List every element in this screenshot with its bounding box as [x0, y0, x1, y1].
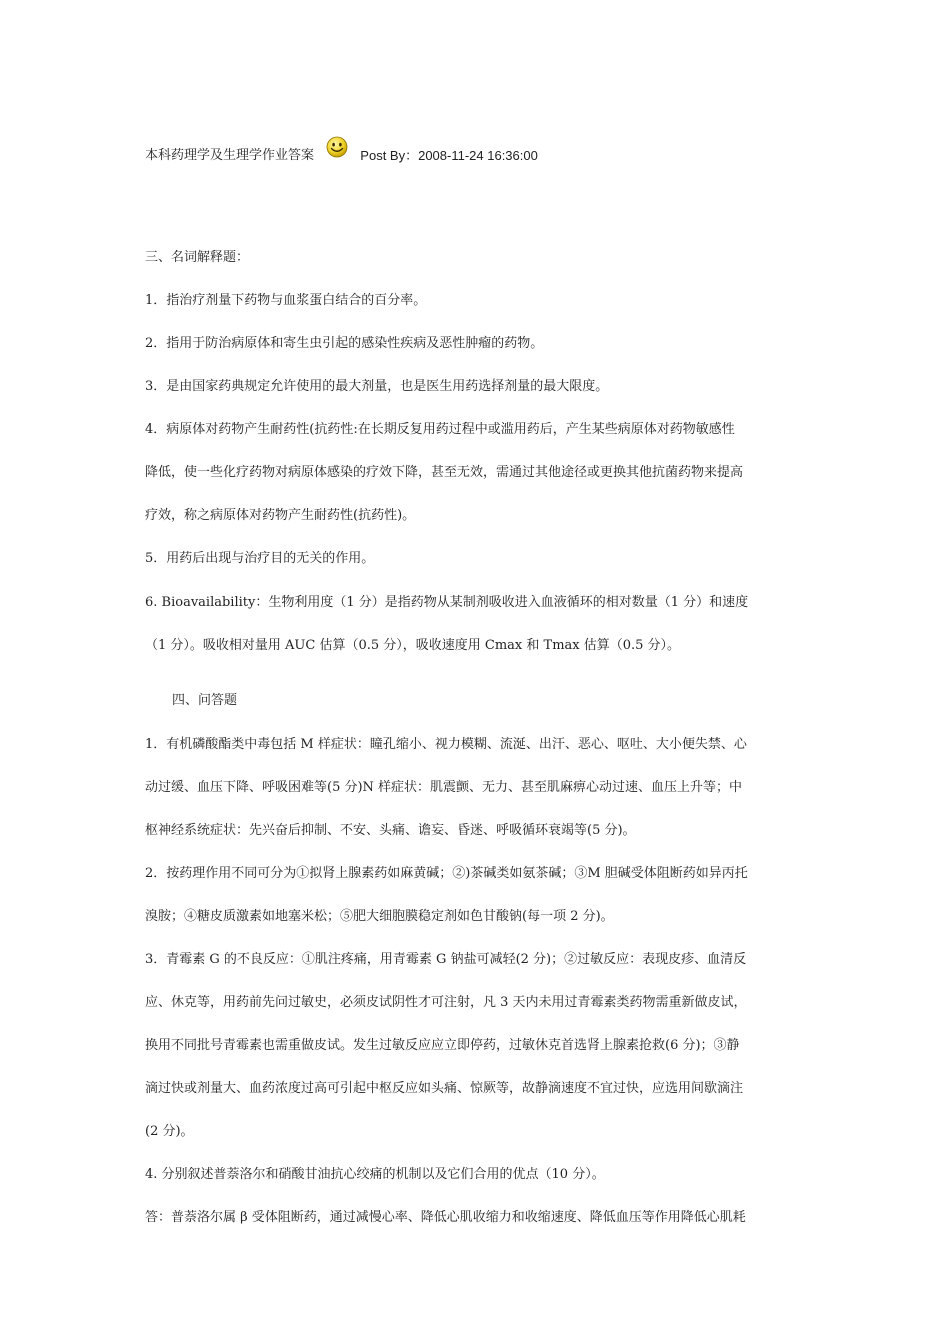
paragraph-line: 2．指用于防治病原体和寄生虫引起的感染性疾病及恶性肿瘤的药物。 — [145, 336, 544, 351]
section-heading: 三、名词解释题： — [145, 250, 250, 265]
post-title: 本科药理学及生理学作业答案 — [145, 148, 315, 163]
paragraph-line: （1 分）。吸收相对量用 AUC 估算（0.5 分），吸收速度用 Cmax 和 Tmax 估算（0.5 分）。 — [145, 638, 681, 653]
paragraph-line: 答：普萘洛尔属 β 受体阻断药，通过减慢心率、降低心肌收缩力和收缩速度、降低血压等作用降低心肌耗 — [145, 1210, 746, 1225]
section-heading: 四、问答题 — [172, 693, 238, 708]
paragraph-line: 3．青霉素 G 的不良反应：①肌注疼痛，用青霉素 G 钠盐可减轻(2 分)；②过敏反应：表现皮疹、血清反 — [145, 952, 747, 967]
paragraph-line: 枢神经系统症状：先兴奋后抑制、不安、头痛、谵妄、昏迷、呼吸循环衰竭等(5 分)。 — [145, 823, 636, 838]
paragraph-line: 降低，使一些化疗药物对病原体感染的疗效下降，甚至无效，需通过其他途径或更换其他抗菌药物来提高 — [145, 465, 744, 480]
post-header — [145, 145, 825, 167]
post-date: Post By：2008-11-24 16:36:00 — [360, 148, 538, 163]
paragraph-line: 疗效，称之病原体对药物产生耐药性(抗药性)。 — [145, 508, 416, 523]
paragraph-line: 滴过快或剂量大、血药浓度过高可引起中枢反应如头痛、惊厥等，故静滴速度不宜过快，应选用间歇滴注 — [145, 1081, 744, 1096]
paragraph-line: 4．病原体对药物产生耐药性(抗药性:在长期反复用药过程中或滥用药后，产生某些病原体对药物敏感性 — [145, 422, 735, 437]
paragraph-line: 6. Bioavailability：生物利用度（1 分）是指药物从某制剂吸收进入血液循环的相对数量（1 分）和速度 — [145, 595, 749, 610]
paragraph-line: 换用不同批号青霉素也需重做皮试。发生过敏反应应立即停药，过敏休克首选肾上腺素抢救(6 分)；③静 — [145, 1038, 740, 1053]
paragraph-line: 1．有机磷酸酯类中毒包括 M 样症状：瞳孔缩小、视力模糊、流涎、出汗、恶心、呕吐、大小便失禁、心 — [145, 737, 747, 752]
paragraph-line: 1．指治疗剂量下药物与血浆蛋白结合的百分率。 — [145, 293, 427, 308]
paragraph-line: 5．用药后出现与治疗目的无关的作用。 — [145, 551, 375, 566]
paragraph-line: 应、休克等，用药前先问过敏史，必须皮试阴性才可注射，凡 3 天内未用过青霉素类药物需重新做皮试， — [145, 995, 747, 1010]
smiley-face-icon — [326, 136, 348, 158]
paragraph-line: 3．是由国家药典规定允许使用的最大剂量，也是医生用药选择剂量的最大限度。 — [145, 379, 609, 394]
smiley-face-icon-graphic — [326, 136, 348, 158]
paragraph-line: 4. 分别叙述普萘洛尔和硝酸甘油抗心绞痛的机制以及它们合用的优点（10 分）。 — [145, 1167, 605, 1182]
paragraph-line: 溴胺；④糖皮质激素如地塞米松；⑤肥大细胞膜稳定剂如色甘酸钠(每一项 2 分)。 — [145, 909, 614, 924]
paragraph-line: (2 分)。 — [145, 1124, 194, 1139]
paragraph-line: 动过缓、血压下降、呼吸困难等(5 分)N 样症状：肌震颤、无力、甚至肌麻痹心动过速、血压上升等；中 — [145, 780, 743, 795]
paragraph-line: 2．按药理作用不同可分为①拟肾上腺素药如麻黄碱；②)茶碱类如氨茶碱；③M 胆碱受体阻断药如异丙托 — [145, 866, 748, 881]
